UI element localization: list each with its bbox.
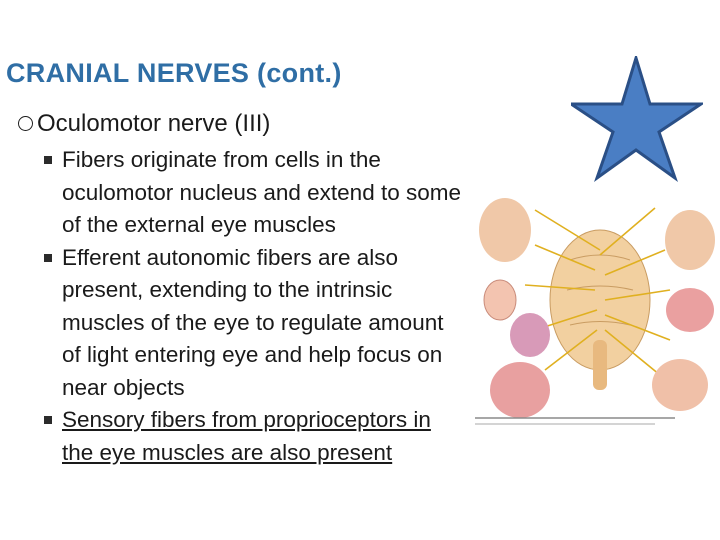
bullet-item: Efferent autonomic fibers are also present, extending to the intrinsic muscles of the eye to regulate amount of light entering eye and help focus on near objects [44, 242, 464, 405]
bullet-item: Sensory fibers from proprioceptors in the eye muscles are also present [44, 404, 464, 469]
square-bullet-icon [44, 416, 52, 424]
bullet-list [44, 144, 464, 469]
square-bullet-icon [44, 156, 52, 164]
star-icon [571, 56, 703, 182]
cranial-nerves-illustration [475, 190, 715, 430]
bullet-item: Fibers originate from cells in the oculomotor nucleus and extend to some of the external eye muscles [44, 144, 464, 242]
topic-text: Oculomotor nerve (III) [37, 110, 271, 137]
slide-title: CRANIAL NERVES (cont.) [6, 58, 342, 88]
circle-bullet-icon [18, 116, 33, 131]
topic-heading [18, 110, 270, 138]
square-bullet-icon [44, 254, 52, 262]
